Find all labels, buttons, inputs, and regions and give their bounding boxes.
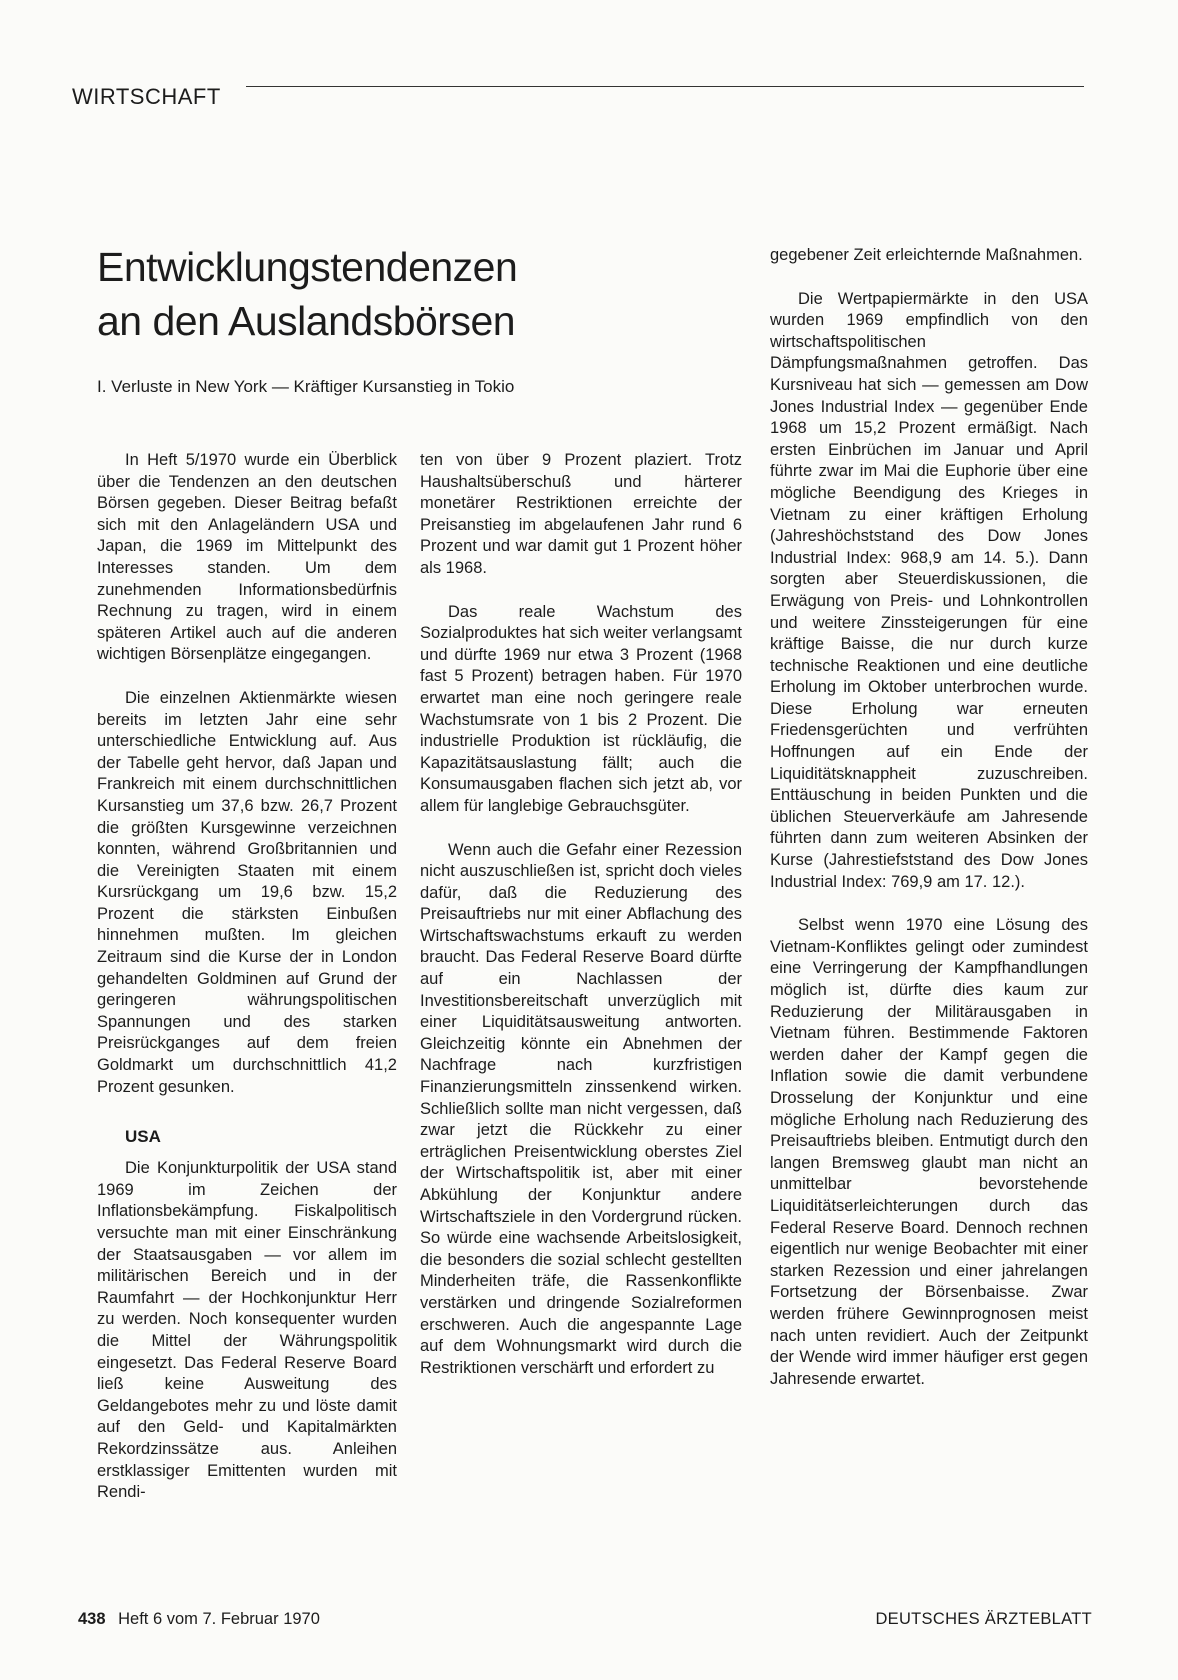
paragraph: Das reale Wachstum des Sozialproduktes hat sich weiter verlangsamt und dürfte 1969 nur etwa 3 Prozent (1968 fast 5 Prozent) betragen haben. Für 1970 erwartet man eine noch geringere reale Wachstumsrate von 1 bis 2 Prozent. Die industrielle Produktion ist rückläufig, die Kapazitätsauslastung fällt; auch die Konsumausgaben flachen sich jetzt ab, vor allem für langlebige Gebrauchsgüter.: [420, 602, 742, 815]
article-subtitle: I. Verluste in New York — Kräftiger Kursanstieg in Tokio: [97, 377, 515, 396]
text-column-1: [97, 450, 397, 1504]
section-label: WIRTSCHAFT: [72, 84, 221, 109]
article-title-line1: Entwicklungstendenzen: [97, 244, 518, 290]
paragraph: Selbst wenn 1970 eine Lösung des Vietnam-Konfliktes gelingt oder zumindest eine Verringerung der Kampfhandlungen möglich ist, dürfte dies kaum zur Reduzierung der Militärausgaben in Vietnam führen. Bestimmende Faktoren werden daher der Kampf gegen die Inflation sowie die damit verbundene Drosselung der Konjunktur und eine mögliche Erholung nach Reduzierung des Preisauftriebs bleiben. Entmutigt durch den langen Bremsweg glaubt man nicht an unmittelbar bevorstehende Liquiditätserleichterungen durch das Federal Reserve Board. Dennoch rechnen eigentlich nur wenige Beobachter mit einer starken Rezession und einer jahrelangen Fortsetzung der Börsenbaisse. Zwar werden frühere Gewinnprognosen meist nach unten revidiert. Auch der Zeitpunkt der Wende wird immer häufiger erst gegen Jahresende erwartet.: [770, 916, 1088, 1388]
article-title: [97, 240, 657, 348]
text-column-3: [770, 245, 1088, 1390]
page-footer-left: [78, 1610, 320, 1629]
paragraph: Die Konjunkturpolitik der USA stand 1969 im Zeichen der Inflationsbekämpfung. Fiskalpolitisch versuchte man mit einer Einschränkung der Staatsausgaben — vor allem im militärischen Bereich und in der Raumfahrt — der Hochkonjunktur Herr zu werden. Noch konsequenter wurden die Mittel der Währungspolitik eingesetzt. Das Federal Reserve Board ließ keine Ausweitung des Geldangebotes mehr zu und löste damit auf den Geld- und Kapitalmärkten Rekordzinssätze aus. Anleihen erstklassiger Emittenten wurden mit Rendi-: [97, 1159, 397, 1502]
paragraph: Die einzelnen Aktienmärkte wiesen bereits im letzten Jahr eine sehr unterschiedliche Entwicklung auf. Aus der Tabelle geht hervor, daß Japan und Frankreich mit einem durchschnittlichen Kursanstieg um 37,6 bzw. 26,7 Prozent die größten Kursgewinne verzeichnen konnten, während Großbritannien und die Vereinigten Staaten mit einem Kursrückgang um 19,6 bzw. 15,2 Prozent die stärksten Einbußen hinnehmen mußten. Im gleichen Zeitraum sind die Kurse der in London gehandelten Goldminen auf Grund der geringeren währungspolitischen Spannungen und des starken Preisrückganges auf dem freien Goldmarkt um durchschnittlich 41,2 Prozent gesunken.: [97, 688, 397, 1096]
issue-info: Heft 6 vom 7. Februar 1970: [118, 1610, 320, 1628]
section-rule: [246, 86, 1084, 87]
paragraph: ten von über 9 Prozent plaziert. Trotz Haushaltsüberschuß und härterer monetärer Restriktionen erreichte der Preisanstieg im abgelaufenen Jahr rund 6 Prozent und war damit gut 1 Prozent höher als 1968.: [420, 451, 742, 577]
paragraph: gegebener Zeit erleichternde Maßnahmen.: [770, 246, 1083, 264]
paragraph: Wenn auch die Gefahr einer Rezession nicht auszuschließen ist, spricht doch vieles dafür, daß die Reduzierung des Preisauftriebs nur mit einer Abflachung des Wirtschaftswachstums erkauft zu werden braucht. Das Federal Reserve Board dürfte auf ein Nachlassen der Investitionsbereitschaft unverzüglich mit einer Liquiditätsausweitung antworten. Gleichzeitig könnte ein Abnehmen der Nachfrage nach kurzfristigen Finanzierungsmitteln zinssenkend wirken. Schließlich sollte man nicht vergessen, daß zwar jetzt die Rückkehr zu einer erträglichen Preisentwicklung oberstes Ziel der Wirtschaftspolitik ist, aber mit einer Abkühlung der Konjunktur andere Wirtschaftsziele in den Vordergrund rücken. So würde eine wachsende Arbeitslosigkeit, die besonders die sozial schlecht gestellten Minderheiten träfe, die Rassenkonflikte verstärken und dringende Sozialreformen erschweren. Auch die angespannte Lage auf dem Wohnungsmarkt wird durch die Restriktionen verschärft und erfordert zu: [420, 840, 742, 1377]
section-heading-usa: USA: [125, 1127, 161, 1147]
page-number: 438: [78, 1610, 106, 1628]
paragraph: In Heft 5/1970 wurde ein Überblick über die Tendenzen an den deutschen Börsen gegeben. Dieser Beitrag befaßt sich mit den Anlageländern USA und Japan, die 1969 im Mittelpunkt des Interesses standen. Um dem zunehmenden Informationsbedürfnis Rechnung zu tragen, wird in einem späteren Artikel auch auf die anderen wichtigen Börsenplätze eingegangen.: [97, 451, 397, 664]
journal-name: DEUTSCHES ÄRZTEBLATT: [875, 1610, 1092, 1628]
paragraph: Die Wertpapiermärkte in den USA wurden 1969 empfindlich von den wirtschaftspolitischen Dämpfungsmaßnahmen getroffen. Das Kursniveau hat sich — gemessen am Dow Jones Industrial Index — gegenüber Ende 1968 um 15,2 Prozent ermäßigt. Nach ersten Einbrüchen im Januar und April führte zwar im Mai die Euphorie über eine mögliche Beendigung des Krieges in Vietnam zu einer kräftigen Erholung (Jahreshöchststand des Dow Jones Industrial Index: 968,9 am 14. 5.). Dann sorgten aber Steuerdiskussionen, die Erwägung von Preis- und Lohnkontrollen und weitere Zinssteigerungen für eine kräftige Baisse, die nur durch kurze technische Reaktionen und eine deutliche Erholung im Oktober unterbrochen wurde. Diese Erholung war erneuten Friedensgerüchten und verfrühten Hoffnungen auf ein Ende der Liquiditätsknappheit zuzuschreiben. Enttäuschung in beiden Punkten und die üblichen Steuerverkäufe am Jahresende führten dann zum weiteren Absinken der Kurse (Jahrestiefststand des Dow Jones Industrial Index: 769,9 am 17. 12.).: [770, 289, 1088, 891]
article-title-line2: an den Auslandsbörsen: [97, 298, 516, 344]
text-column-2: [420, 450, 742, 1379]
